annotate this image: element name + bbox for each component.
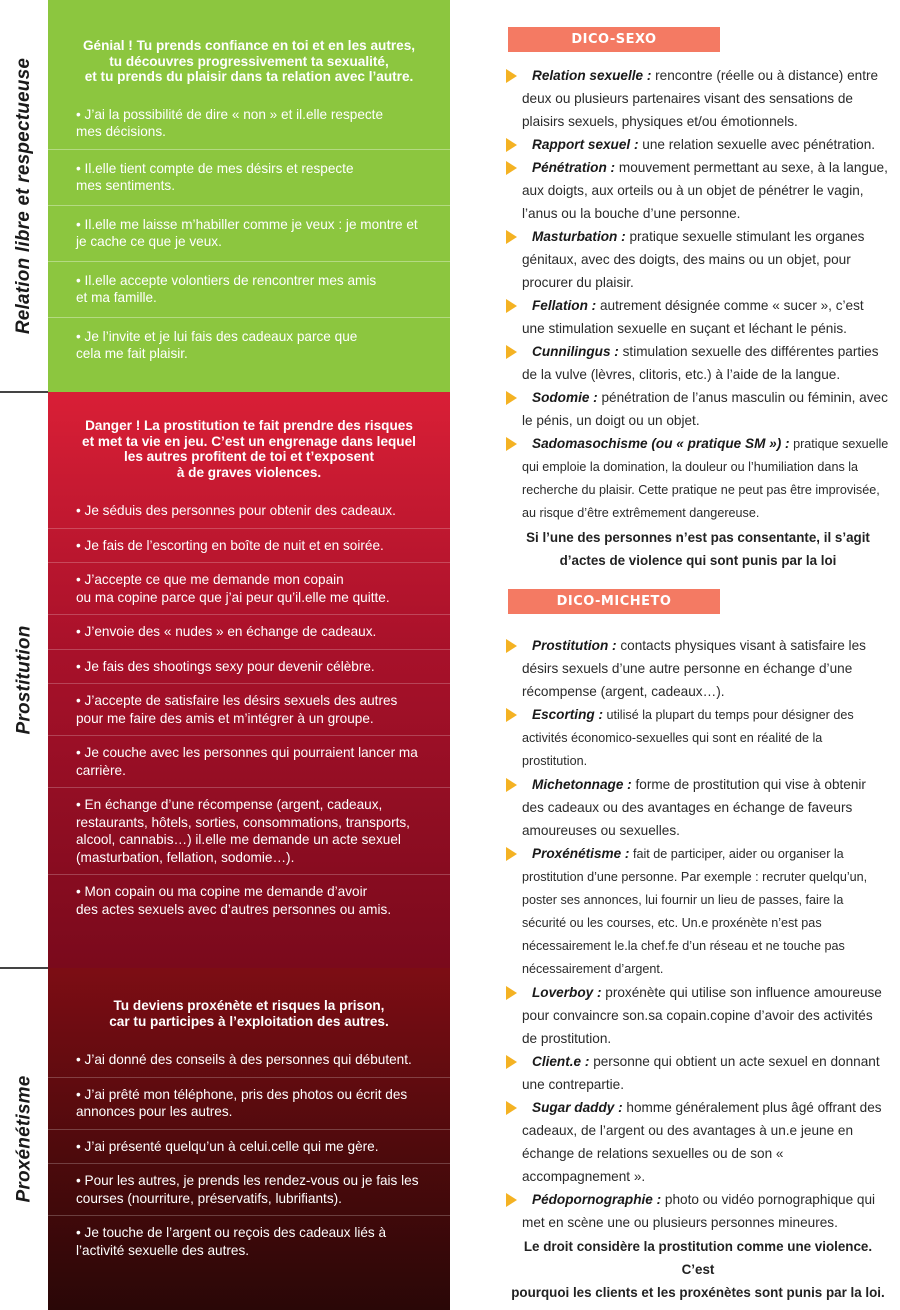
prostitution-heading: Danger ! La prostitution te fait prendre des risques et met ta vie en jeu. C’est un engrenage dans lequel les autres profitent de toi et t’exposent à de graves violences. [82,418,416,480]
definition-entry: Fellation : autrement désignée comme « sucer », c’est une stimulation sexuelle en suçant et léchant le pénis. [506,294,890,340]
definition-entry: Cunnilingus : stimulation sexuelle des différentes parties de la vulve (lèvres, clitoris, etc.) à l’aide de la langue. [506,340,890,386]
list-item: • Je couche avec les personnes qui pourraient lancer ma carrière. [48,735,450,787]
definition-entry: Michetonnage : forme de prostitution qui vise à obtenir des cadeaux ou des avantages en échange de faveurs amoureuses ou sexuelles. [506,773,890,842]
arrow-icon [506,345,517,359]
prostitution-panel [48,392,450,968]
definition-entry: Sodomie : pénétration de l’anus masculin ou féminin, avec le pénis, un doigt ou un objet. [506,386,890,432]
law-note: Le droit considère la prostitution comme une violence. C’est pourquoi les clients et les proxénètes sont punis par la loi. [511,1239,885,1300]
list-item: • J’accepte de satisfaire les désirs sexuels des autres pour me faire des amis et m’intégrer à un groupe. [48,683,450,735]
proxenetisme-heading: Tu deviens proxénète et risques la prison, car tu participes à l’exploitation des autres. [109,998,389,1029]
definition-entry: Client.e : personne qui obtient un acte sexuel en donnant une contrepartie. [506,1050,890,1096]
consent-note: Si l’une des personnes n’est pas consentante, il s’agit d’actes de violence qui sont punis par la loi [526,530,870,568]
definition-entry: Loverboy : proxénète qui utilise son influence amoureuse pour convaincre son.sa copain.copine d’avoir des activités de prostitution. [506,981,890,1050]
list-item: • Mon copain ou ma copine me demande d’avoir des actes sexuels avec d’autres personnes ou amis. [48,874,450,926]
definition-entry: Pédopornographie : photo ou vidéo pornographique qui met en scène une ou plusieurs personnes mineures. [506,1188,890,1234]
section-label-proxenetisme: Proxénétisme [13,1075,35,1203]
arrow-icon [506,138,517,152]
arrow-icon [506,1101,517,1115]
list-item: • J’accepte ce que me demande mon copain ou ma copine parce que j’ai peur qu’il.elle me quitte. [48,562,450,614]
dico-micheto-list [506,634,890,1304]
proxenetisme-panel [48,968,450,1310]
section-label-prostitution: Prostitution [13,625,34,735]
list-item: • Je touche de l’argent ou reçois des cadeaux liés à l’activité sexuelle des autres. [48,1215,450,1267]
definition-entry: Rapport sexuel : une relation sexuelle avec pénétration. [506,133,890,156]
list-item: • J’ai la possibilité de dire « non » et il.elle respecte mes décisions. [76,106,384,139]
arrow-icon [506,161,517,175]
arrow-icon [506,1193,517,1207]
arrow-icon [506,639,517,653]
relation-heading: Génial ! Tu prends confiance en toi et en les autres, tu découvres progressivement ta sexualité, et tu prends du plaisir dans ta relation avec l’autre. [82,38,416,84]
list-item: • J’ai donné des conseils à des personnes qui débutent. [76,1052,412,1067]
arrow-icon [506,778,517,792]
definition-entry: Pénétration : mouvement permettant au sexe, à la langue, aux doigts, aux orteils ou à un objet de pénétrer le vagin, l’anus ou la bouche d’une personne. [506,156,890,225]
arrow-icon [506,230,517,244]
arrow-icon [506,986,517,1000]
list-item: • Je l’invite et je lui fais des cadeaux parce que cela me fait plaisir. [48,317,450,371]
list-item: • Je séduis des personnes pour obtenir des cadeaux. [76,503,396,518]
list-item: • J’ai présenté quelqu’un à celui.celle qui me gère. [48,1129,450,1164]
definition-entry: Prostitution : contacts physiques visant à satisfaire les désirs sexuels d’une autre personne en échange d’une récompense (argent, cadeaux…). [506,634,890,703]
list-item: • J’ai prêté mon téléphone, pris des photos ou écrit des annonces pour les autres. [48,1077,450,1129]
arrow-icon [506,299,517,313]
list-item: • Il.elle tient compte de mes désirs et respecte mes sentiments. [48,149,450,205]
section-label-relation: Relation libre et respectueuse [13,57,35,335]
arrow-icon [506,69,517,83]
definition-entry: Masturbation : pratique sexuelle stimulant les organes génitaux, avec des doigts, des mains ou un objet, pour procurer du plaisir. [506,225,890,294]
relation-panel [48,0,450,392]
dico-micheto-tag: DICO-MICHETO [508,589,720,614]
definition-entry: Escorting : utilisé la plupart du temps pour désigner des activités économico-sexuelles qui sont en réalité de la prostitution. [506,703,890,773]
list-item: • Je fais des shootings sexy pour devenir célèbre. [48,649,450,684]
arrow-icon [506,708,517,722]
dico-sexo-tag: DICO-SEXO [508,27,720,52]
list-item: • Il.elle me laisse m’habiller comme je veux : je montre et je cache ce que je veux. [48,205,450,261]
list-item: • J’envoie des « nudes » en échange de cadeaux. [48,614,450,649]
definition-entry: Sugar daddy : homme généralement plus âgé offrant des cadeaux, de l’argent ou des avantages à un.e jeune en échange de relations sexuelles ou de son « accompagnement ». [506,1096,890,1188]
arrow-icon [506,847,517,861]
arrow-icon [506,391,517,405]
list-item: • En échange d’une récompense (argent, cadeaux, restaurants, hôtels, sorties, consommations, transports, alcool, cannabis…) il.elle me demande un acte sexuel (masturbation, fellation, sodomie…). [48,787,450,874]
definition-entry: Relation sexuelle : rencontre (réelle ou à distance) entre deux ou plusieurs partenaires visant des sensations de plaisirs sexuels, physiques et/ou émotionnels. [506,64,890,133]
dico-sexo-list [506,64,890,572]
list-item: • Il.elle accepte volontiers de rencontrer mes amis et ma famille. [48,261,450,317]
arrow-icon [506,1055,517,1069]
definition-entry: Sadomasochisme (ou « pratique SM ») : pratique sexuelle qui emploie la domination, la douleur ou l’humiliation dans la recherche du plaisir. Cette pratique ne peut pas être improvisée, au risque d’être extrêmement dangereuse. [506,432,890,525]
definition-entry: Proxénétisme : fait de participer, aider ou organiser la prostitution d’une personne. Par exemple : recruter quelqu’un, poster ses annonces, lui fournir un lieu de passes, faire la sécurité ou les courses, etc. Un.e proxénète n’est pas nécessairement le.la chef.fe d’un réseau et ne touche pas nécessairement d’argent. [506,842,890,981]
list-item: • Je fais de l’escorting en boîte de nuit et en soirée. [48,528,450,563]
arrow-icon [506,437,517,451]
list-item: • Pour les autres, je prends les rendez-vous ou je fais les courses (nourriture, préservatifs, lubrifiants). [48,1163,450,1215]
